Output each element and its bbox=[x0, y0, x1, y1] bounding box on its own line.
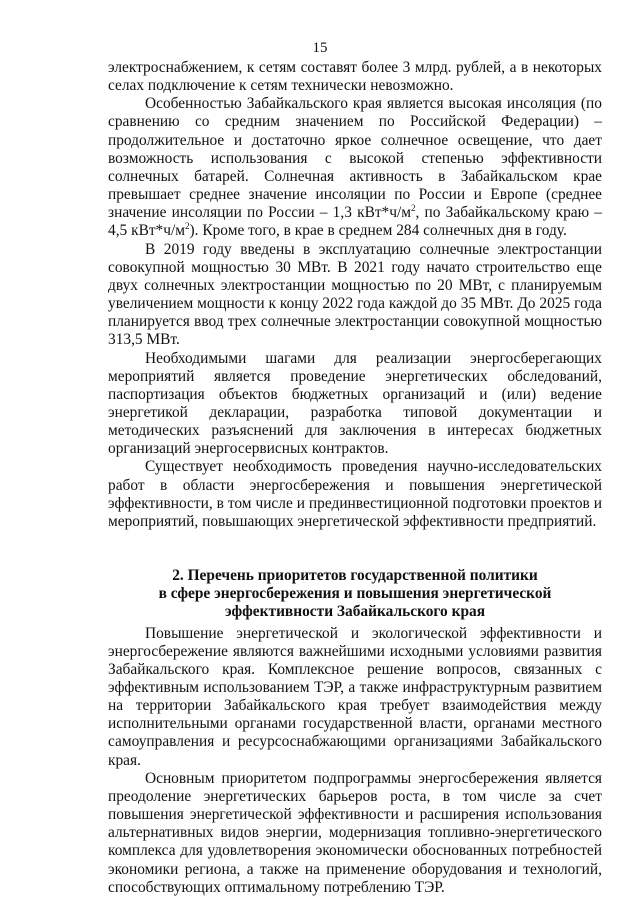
section-heading bbox=[108, 567, 602, 621]
superscript-squared: 2 bbox=[185, 221, 190, 232]
paragraph-necessary-steps: Необходимыми шагами для реализации энергосберегающих мероприятий является проведение энергетических обследований, паспортизация объектов бюджетных организаций и (или) ведение энергетикой декларации, разработка типовой документации и методических разъяснений для заключения в интересах бюджетных организаций энергосервисных контрактов. bbox=[108, 349, 602, 458]
paragraph-main-priority: Основным приоритетом подпрограммы энергосбережения является преодоление энергетических барьеров роста, в том числе за счет повышения энергетической эффективности и расширения использования альтернативных видов энергии, модернизация топливно-энергетического комплекса для удовлетворения экономически обоснованных потребностей экономики региона, а также на применение оборудования и технологий, способствующих оптимальному потреблению ТЭР. bbox=[108, 769, 602, 896]
paragraph-solar-plants: В 2019 году введены в эксплуатацию солнечные электростанции совокупной мощностью 30 МВт. В 2021 году начато строительство еще двух солнечных электростанции мощностью по 20 МВт, с планируемым увеличением мощности к концу 2022 года каждой до 35 МВт. До 2025 года планируется ввод трех солнечные электростанции совокупной мощностью 313,5 МВт. bbox=[108, 240, 602, 349]
paragraph-insolation-tail: ). Кроме того, в крае в среднем 284 солнечных дня в году. bbox=[189, 222, 567, 240]
section-spacer bbox=[108, 531, 602, 549]
document-body bbox=[108, 59, 602, 897]
paragraph-insolation-text: Особенностью Забайкальского края является высокая инсоляция (по сравнению со средним значением по Российской Федерации) – продолжительное и достаточно яркое солнечное освещение, что дает возможность использования с высокой степенью эффективности солнечных батарей. Солнечная активность в Забайкальском крае превышает среднее значение инсоляции по России и Европе (среднее значение инсоляции по России – 1,3 кВт*ч/м bbox=[108, 95, 602, 222]
paragraph-research-need: Существует необходимость проведения научно-исследовательских работ в области энергосбережения и повышения энергетической эффективности, в том числе и прединвестиционной подготовки проектов и мероприятий, повышающих энергетической эффективности предприятий. bbox=[108, 458, 602, 530]
section-spacer bbox=[108, 549, 602, 567]
paragraph-priorities: Повышение энергетической и экологической эффективности и энергосбережение являются важнейшими исходными условиями развития Забайкальского края. Комплексное решение вопросов, связанных с эффективным использованием ТЭР, а также инфраструктурным развитием на территории Забайкальского края требует взаимодействия между исполнительными органами государственной власти, органами местного самоуправления и ресурсоснабжающими организациями Забайкальского края. bbox=[108, 624, 602, 769]
section-heading-line: 2. Перечень приоритетов государственной политики bbox=[172, 567, 538, 585]
superscript-squared: 2 bbox=[411, 203, 416, 214]
paragraph-continuation: электроснабжением, к сетям составят более 3 млрд. рублей, а в некоторых селах подключение к сетям технически невозможно. bbox=[108, 59, 602, 95]
section-heading-line: в сфере энергосбережения и повышения энергетической bbox=[158, 585, 552, 603]
section-heading-line: эффективности Забайкальского края bbox=[224, 603, 486, 621]
paragraph-insolation-mid: , по Забайкальскому краю – 4,5 кВт*ч/м bbox=[108, 204, 602, 240]
paragraph-insolation bbox=[108, 95, 602, 240]
page-number: 15 bbox=[312, 40, 328, 56]
